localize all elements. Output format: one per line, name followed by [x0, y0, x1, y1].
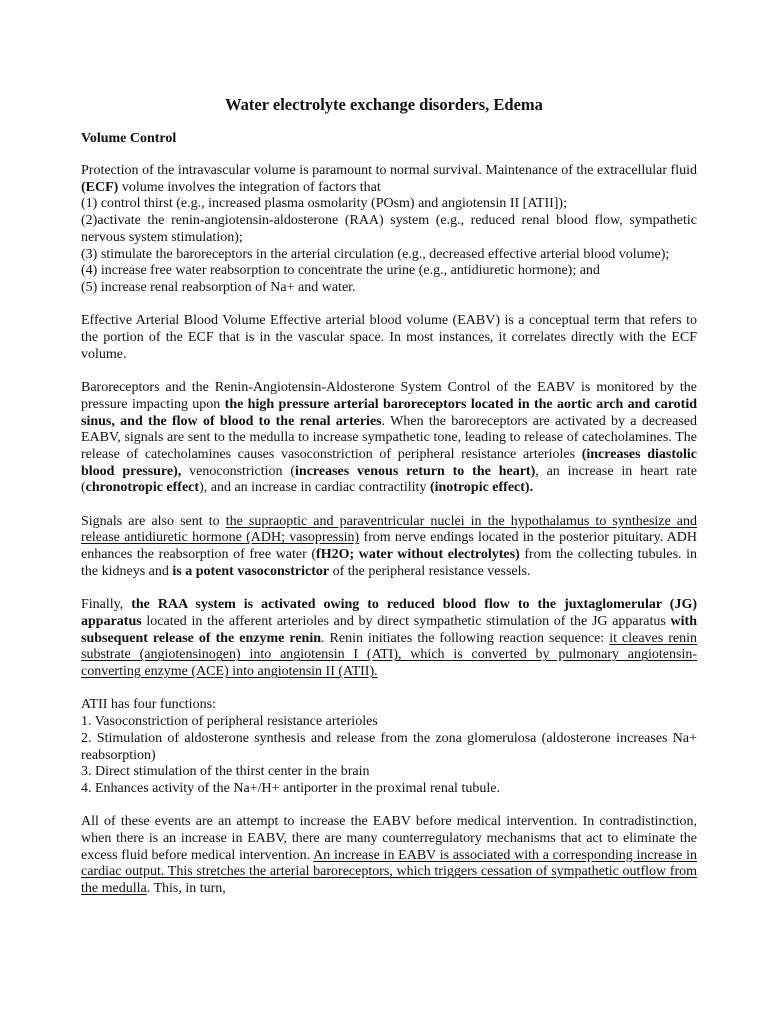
paragraph-text: Signals are also sent to [81, 513, 226, 529]
list-item: 2. Stimulation of aldosterone synthesis and release from the zona glomerulosa (aldosterone increases Na+ reabsorption) [81, 730, 697, 763]
paragraph-eabv: Effective Arterial Blood Volume Effective arterial blood volume (EABV) is a conceptual term that refers to the portion of the ECF that is in the vascular space. In most instances, it correlates directly with the ECF volume. [81, 313, 697, 362]
paragraph-text: . When the baroreceptors are activated by a decreased EABV, signals are sent to the medulla to increase sympathetic tone, leading to release of catecholamines. The release of catecholamines causes vasoconstriction of peripheral resistance arterioles [81, 413, 697, 462]
section-heading: Volume Control [81, 131, 177, 146]
underlined-text: An increase in EABV is associated with a corresponding increase in cardiac output. This stretches the arterial baroreceptors, which triggers cessation of sympathetic outflow from the medulla [81, 847, 697, 897]
paragraph-text: venoconstriction ( [181, 463, 296, 479]
bold-text: chronotropic effect [85, 480, 200, 496]
bold-text: (ECF) [81, 179, 119, 195]
list-item: (3) stimulate the baroreceptors in the arterial circulation (e.g., decreased effective arterial blood volume); [81, 246, 670, 262]
bold-text: fH2O; water without electrolytes) [316, 547, 520, 563]
bold-text: is a potent vasoconstrictor [172, 563, 330, 579]
document-title: Water electrolyte exchange disorders, Edema [225, 95, 543, 114]
list-item: 4. Enhances activity of the Na+/H+ antiporter in the proximal renal tubule. [81, 780, 500, 796]
document-body [81, 163, 697, 915]
paragraph-text: . Renin initiates the following reaction sequence: [321, 630, 610, 646]
bold-text: with subsequent release of the enzyme renin [81, 613, 697, 646]
paragraph-text: Baroreceptors and the Renin-Angiotensin-Aldosterone System Control of the EABV is monitored by the pressure impacting upon [81, 380, 697, 412]
list-item: (5) increase renal reabsorption of Na+ and water. [81, 279, 356, 295]
underlined-text: it cleaves renin substrate (angiotensinogen) into angiotensin I (ATI), which is converted by pulmonary angiotensin-converting enzyme (ACE) into angiotensin II (ATII). [81, 630, 697, 680]
paragraph-text: . This, in turn, [146, 881, 226, 897]
paragraph-atii-functions [81, 697, 697, 797]
list-intro: ATII has four functions: [81, 697, 216, 713]
paragraph-counterregulation [81, 814, 697, 898]
paragraph-volume-protection [81, 163, 697, 297]
list-item: (4) increase free water reabsorption to concentrate the urine (e.g., antidiuretic hormone); and [81, 263, 600, 279]
paragraph-text: , an increase in heart rate ( [81, 463, 697, 496]
paragraph-text: Protection of the intravascular volume is paramount to normal survival. Maintenance of the extracellular fluid [81, 163, 697, 178]
paragraph-text: ), and an increase in cardiac contractility [199, 480, 430, 496]
bold-text: (inotropic effect). [429, 480, 534, 496]
paragraph-text: All of these events are an attempt to increase the EABV before medical intervention. In contradistinction, when there is an increase in EABV, there are many counterregulatory mechanisms that act to eliminate the excess fluid before medical intervention. [81, 814, 697, 863]
paragraph-adh-signals [81, 514, 697, 581]
paragraph-text: of the peripheral resistance vessels. [329, 563, 531, 579]
paragraph-text: from nerve endings located in the posterior pituitary. ADH enhances the reabsorption of free water ( [81, 530, 698, 563]
paragraph-baroreceptors [81, 380, 697, 497]
list-item: (1) control thirst (e.g., increased plasma osmolarity (POsm) and angiotensin II [ATII]); [81, 196, 567, 212]
paragraph-text: from the collecting tubules. in the kidneys and [81, 547, 697, 579]
bold-text: the RAA system is activated owing to reduced blood flow to the juxtaglomerular (JG) apparatus [81, 597, 698, 629]
underlined-text: the supraoptic and paraventricular nuclei in the hypothalamus to synthesize and release antidiuretic hormone (ADH; vasopressin) [81, 513, 697, 546]
bold-text: (increases diastolic blood pressure), [81, 446, 697, 479]
paragraph-raa-system [81, 597, 697, 681]
list-item: 1. Vasoconstriction of peripheral resistance arterioles [81, 714, 378, 730]
list-item: (2)activate the renin-angiotensin-aldosterone (RAA) system (e.g., reduced renal blood flow, sympathetic nervous system stimulation); [81, 213, 697, 245]
bold-text: increases venous return to the heart) [295, 463, 536, 479]
list-item: 3. Direct stimulation of the thirst center in the brain [81, 764, 370, 780]
paragraph-text: volume involves the integration of factors that [118, 179, 381, 195]
bold-text: the high pressure arterial baroreceptors located in the aortic arch and carotid sinus, and the flow of blood to the renal arteries [81, 396, 697, 429]
paragraph-text: located in the afferent arterioles and by direct sympathetic stimulation of the JG apparatus [141, 613, 671, 629]
paragraph-text: Finally, [81, 597, 132, 613]
